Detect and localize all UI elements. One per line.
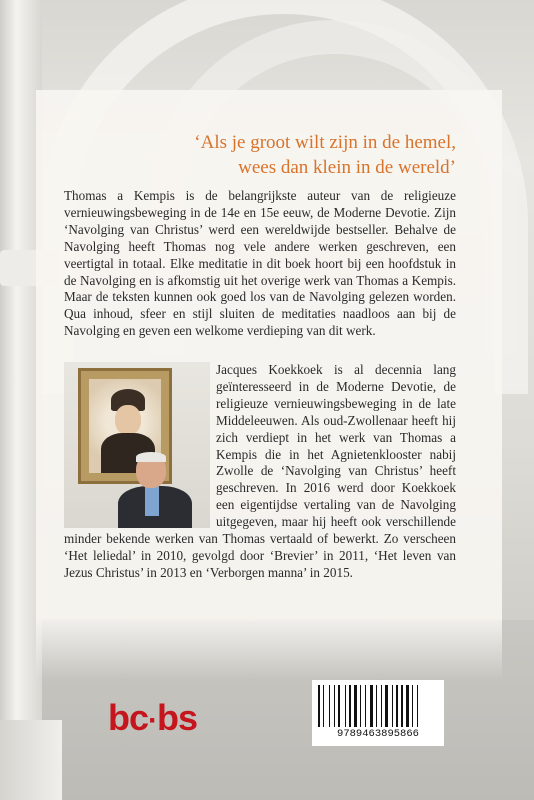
bio-text: Jacques Koekkoek is al decennia lang geïnteresseerd in de Moderne Devotie, de religieuze vernieuwingsbeweging in de late Middeleeuwen. Als oud-Zwollenaar heeft hij zich verdiept in het werk van Thomas a Kempis die in het Agnietenklooster nabij Zwolle de ‘Navolging van Christus’ heeft geschreven. In 2016 werd door Koekkoek een eigentijdse vertaling van de Navolging uitgegeven, maar hij heeft ook verschillende minder bekende werken van Thomas vertaald of bewerkt. Zo verscheen ‘Het leliedal’ in 2010, gevolgd door ‘Brevier’ in 2011, ‘Het leven van Jezus Christus’ in 2013 en ‘Verborgen manna’ in 2015. <box>64 362 456 580</box>
isbn-number: 9789463895866 <box>337 728 419 740</box>
quote-line-1: ‘Als je groot wilt zijn in de hemel, <box>194 132 456 153</box>
quote-line-2: wees dan klein in de wereld’ <box>238 157 456 178</box>
column-base <box>0 720 62 800</box>
author-bio <box>64 362 456 582</box>
isbn-barcode <box>312 680 444 746</box>
barcode-bars <box>318 685 438 727</box>
publisher-logo: bc·bs <box>108 697 198 738</box>
intro-paragraph: Thomas a Kempis is de belangrijkste auteur van de religieuze vernieuwingsbeweging in de 14e en 15e eeuw, de Moderne Devotie. Zijn ‘Navolging van Christus’ werd een wereldwijde bestseller. Behalve de Navolging heeft Thomas nog vele andere werken geschreven, een veertigtal in totaal. Elke meditatie in dit boek hoort bij een hoofdstuk in de Navolging en is afkomstig uit het overige werk van Thomas a Kempis. Maar de teksten kunnen ook goed los van de Navolging gelezen worden. Qua inhoud, sfeer en stijl sluiten de meditaties naadloos aan bij de Navolging en geven een welkome verdieping van dit werk. <box>64 188 456 339</box>
cover-quote <box>96 130 456 180</box>
author-photo <box>64 362 210 528</box>
text-panel-fade <box>36 620 502 680</box>
